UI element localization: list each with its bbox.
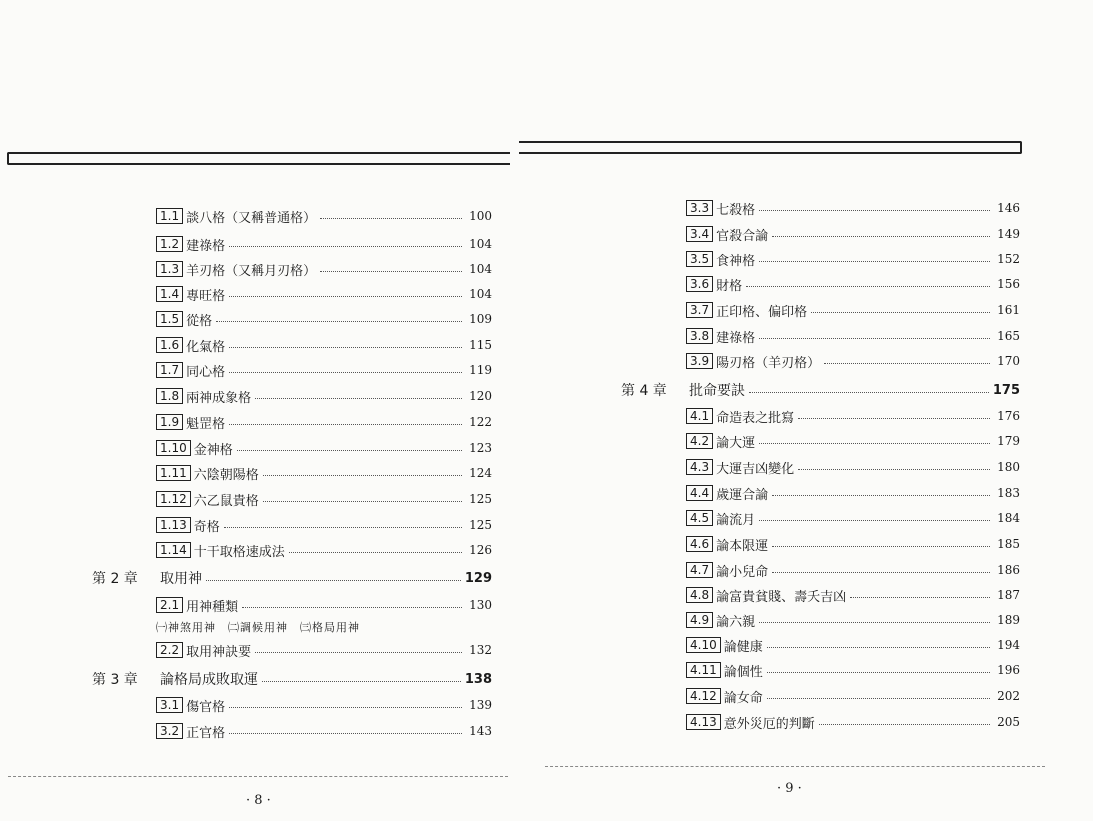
dot-leader [255, 390, 462, 399]
chapter-label: 第 3 章 [92, 672, 138, 688]
page-number: 185 [997, 537, 1020, 551]
section-number-box: 1.9 [156, 414, 183, 430]
toc-entry-row[interactable] [156, 360, 492, 380]
left-page [0, 0, 515, 821]
section-title: 正印格、偏印格 [716, 304, 808, 320]
dot-leader [759, 614, 990, 623]
page-number: 104 [469, 287, 492, 301]
section-number-box: 1.12 [156, 491, 191, 507]
section-title: 正官格 [186, 725, 226, 741]
toc-entry-row[interactable] [156, 386, 492, 406]
section-title: 論富貴貧賤、壽夭吉凶 [716, 589, 847, 605]
section-number-box: 3.8 [686, 328, 713, 344]
page-number: 205 [997, 715, 1020, 729]
section-title: 命造表之批寫 [716, 410, 795, 426]
page-number: 156 [997, 277, 1020, 291]
section-title: 論個性 [723, 664, 763, 680]
section-title: 論六親 [716, 614, 756, 630]
dot-leader [320, 263, 462, 272]
dot-leader [749, 384, 989, 393]
page-number: 180 [997, 460, 1020, 474]
section-title: 魁罡格 [186, 416, 226, 432]
dot-leader [767, 664, 990, 673]
page-number: 122 [469, 415, 492, 429]
right-page [515, 0, 1093, 821]
dot-leader [767, 639, 990, 648]
section-title: 陽刃格（羊刃格） [716, 355, 821, 371]
toc-entry-row[interactable] [156, 540, 492, 560]
toc-entry-row[interactable] [686, 274, 1020, 294]
section-title: 論流月 [716, 512, 756, 528]
section-number-box: 3.7 [686, 302, 713, 318]
toc-entry-row[interactable] [686, 224, 1020, 244]
section-title: 財格 [716, 278, 743, 294]
toc-entry-row[interactable] [686, 686, 1020, 706]
page-number: 130 [469, 598, 492, 612]
page-number: 124 [469, 466, 492, 480]
section-number-box: 3.1 [156, 697, 183, 713]
section-number-box: 1.5 [156, 311, 183, 327]
section-number-box: 1.6 [156, 337, 183, 353]
dot-leader [229, 288, 462, 297]
toc-entry-row[interactable] [156, 489, 492, 509]
dot-leader [824, 355, 990, 364]
toc-entry-row[interactable] [156, 284, 492, 304]
page-number: 123 [469, 441, 492, 455]
section-title: 十干取格速成法 [193, 544, 285, 560]
dot-leader [759, 512, 990, 521]
dot-leader [242, 599, 462, 608]
chapter-title: 論格局成敗取運 [160, 672, 258, 688]
toc-entry-row[interactable] [686, 198, 1020, 218]
section-number-box: 3.2 [156, 723, 183, 739]
left-footer-rule [8, 776, 508, 777]
section-title: 建祿格 [186, 238, 226, 254]
page-number: 202 [997, 689, 1020, 703]
section-title: 從格 [186, 313, 213, 329]
section-title: 意外災厄的判斷 [723, 716, 815, 732]
toc-entry-row[interactable] [686, 560, 1020, 580]
toc-entry-row[interactable] [156, 335, 492, 355]
page-number: 189 [997, 613, 1020, 627]
dot-leader [767, 690, 990, 699]
toc-entry-row[interactable] [156, 438, 492, 458]
page-number: 115 [469, 338, 492, 352]
toc-entry-row[interactable] [156, 515, 492, 535]
page-number: 104 [469, 237, 492, 251]
dot-leader [255, 644, 462, 653]
section-title: 大運吉凶變化 [716, 461, 795, 477]
dot-leader [759, 202, 990, 211]
section-number-box: 2.2 [156, 642, 183, 658]
page-number: 176 [997, 409, 1020, 423]
section-number-box: 4.4 [686, 485, 713, 501]
dot-leader [811, 304, 990, 313]
section-number-box: 3.4 [686, 226, 713, 242]
section-number-box: 4.13 [686, 714, 721, 730]
dot-leader [759, 330, 990, 339]
page-number: 146 [997, 201, 1020, 215]
section-number-box: 1.3 [156, 261, 183, 277]
section-number-box: 4.2 [686, 433, 713, 449]
section-number-box: 4.5 [686, 510, 713, 526]
section-number-box: 1.13 [156, 517, 191, 533]
section-title: 論本限運 [716, 538, 769, 554]
toc-entry-row[interactable] [156, 206, 492, 226]
page-number: 126 [469, 543, 492, 557]
toc-entry-row[interactable] [156, 595, 492, 615]
toc-chapter-row[interactable] [92, 669, 492, 689]
toc-entry-row[interactable] [156, 234, 492, 254]
dot-leader [798, 410, 990, 419]
section-title: 論女命 [723, 690, 763, 706]
page-number: 132 [469, 643, 492, 657]
section-title: 同心格 [186, 364, 226, 380]
chapter-label: 第 2 章 [92, 571, 138, 587]
page-number: 183 [997, 486, 1020, 500]
dot-leader [206, 572, 461, 581]
toc-entry-row[interactable] [156, 412, 492, 432]
dot-leader [224, 519, 462, 528]
toc-entry-row[interactable] [686, 712, 1020, 732]
section-title: 兩神成象格 [186, 390, 252, 406]
section-number-box: 3.5 [686, 251, 713, 267]
section-number-box: 4.6 [686, 536, 713, 552]
toc-entry-row[interactable] [686, 635, 1020, 655]
page-number: 165 [997, 329, 1020, 343]
toc-entry-row[interactable] [686, 300, 1020, 320]
toc-entry-row[interactable] [686, 508, 1020, 528]
dot-leader [772, 228, 990, 237]
page-number: 187 [997, 588, 1020, 602]
section-number-box: 4.3 [686, 459, 713, 475]
page-number: 119 [469, 363, 492, 377]
section-number-box: 1.10 [156, 440, 191, 456]
section-title: 論健康 [723, 639, 763, 655]
section-title: 專旺格 [186, 288, 226, 304]
section-number-box: 1.14 [156, 542, 191, 558]
section-number-box: 3.9 [686, 353, 713, 369]
page-number: 139 [469, 698, 492, 712]
page-number: 175 [992, 382, 1020, 398]
section-number-box: 1.1 [156, 208, 183, 224]
right-footer-rule [545, 766, 1045, 767]
page-number: 125 [469, 518, 492, 532]
dot-leader [798, 461, 990, 470]
toc-entry-row[interactable] [686, 610, 1020, 630]
dot-leader [229, 725, 462, 734]
section-number-box: 4.11 [686, 662, 721, 678]
dot-leader [772, 487, 990, 496]
dot-leader [216, 313, 462, 322]
page-number: 179 [997, 434, 1020, 448]
page-number: 125 [469, 492, 492, 506]
toc-entry-row[interactable] [686, 351, 1020, 371]
dot-leader [759, 253, 990, 262]
toc-chapter-row[interactable] [92, 568, 492, 588]
dot-leader [229, 339, 462, 348]
dot-leader [237, 442, 462, 451]
section-title: 食神格 [716, 253, 756, 269]
toc-entry-row[interactable] [686, 326, 1020, 346]
page-number: 100 [469, 209, 492, 223]
subsection-note: ㈠神煞用神 ㈡調候用神 ㈢格局用神 [156, 621, 360, 634]
section-title: 論小兒命 [716, 564, 769, 580]
section-number-box: 4.12 [686, 688, 721, 704]
page-number: 129 [464, 570, 492, 586]
section-number-box: 3.6 [686, 276, 713, 292]
section-title: 金神格 [193, 442, 233, 458]
section-title: 奇格 [193, 519, 220, 535]
toc-entry-row[interactable] [156, 463, 492, 483]
section-number-box: 2.1 [156, 597, 183, 613]
toc-entry-row[interactable] [686, 457, 1020, 477]
toc-entry-row[interactable] [156, 259, 492, 279]
section-number-box: 1.11 [156, 465, 191, 481]
section-number-box: 1.7 [156, 362, 183, 378]
page-number: 161 [997, 303, 1020, 317]
toc-entry-row[interactable] [686, 585, 1020, 605]
dot-leader [289, 544, 462, 553]
toc-chapter-row[interactable] [621, 380, 1020, 400]
toc-entry-row[interactable] [686, 483, 1020, 503]
page-number: 149 [997, 227, 1020, 241]
left-header-rule [7, 152, 510, 165]
page-number: 152 [997, 252, 1020, 266]
section-title: 用神種類 [186, 599, 239, 615]
section-title: 官殺合論 [716, 228, 769, 244]
dot-leader [262, 673, 461, 682]
section-title: 七殺格 [716, 202, 756, 218]
dot-leader [263, 467, 462, 476]
chapter-title: 取用神 [160, 571, 202, 587]
chapter-title: 批命要訣 [689, 383, 745, 399]
section-title: 建祿格 [716, 330, 756, 346]
dot-leader [746, 278, 990, 287]
section-number-box: 4.9 [686, 612, 713, 628]
toc-entry-row[interactable] [686, 249, 1020, 269]
toc-entry-row[interactable] [156, 721, 492, 741]
right-header-rule [519, 141, 1022, 154]
section-title: 六乙鼠貴格 [193, 493, 259, 509]
toc-entry-row[interactable] [686, 660, 1020, 680]
section-number-box: 1.4 [156, 286, 183, 302]
dot-leader [229, 699, 462, 708]
section-title: 傷官格 [186, 699, 226, 715]
toc-entry-row[interactable] [156, 640, 492, 660]
left-page-number: · 8 · [246, 793, 271, 808]
page-number: 170 [997, 354, 1020, 368]
section-number-box: 4.10 [686, 637, 721, 653]
section-title: 羊刃格（又稱月刃格） [186, 263, 317, 279]
dot-leader [759, 435, 990, 444]
page-number: 138 [464, 671, 492, 687]
toc-entry-row[interactable] [686, 431, 1020, 451]
section-title: 論大運 [716, 435, 756, 451]
dot-leader [772, 564, 990, 573]
page-number: 194 [997, 638, 1020, 652]
page-number: 196 [997, 663, 1020, 677]
dot-leader [819, 716, 990, 725]
dot-leader [263, 493, 462, 502]
toc-entry-row[interactable] [156, 309, 492, 329]
page-number: 143 [469, 724, 492, 738]
section-title: 談八格（又稱普通格） [186, 210, 317, 226]
page-number: 109 [469, 312, 492, 326]
page-number: 186 [997, 563, 1020, 577]
section-title: 歲運合論 [716, 487, 769, 503]
section-title: 化氣格 [186, 339, 226, 355]
dot-leader [229, 364, 462, 373]
page-number: 184 [997, 511, 1020, 525]
dot-leader [850, 589, 990, 598]
section-title: 六陰朝陽格 [193, 467, 259, 483]
section-number-box: 4.7 [686, 562, 713, 578]
dot-leader [320, 210, 462, 219]
right-page-number: · 9 · [777, 781, 802, 796]
section-number-box: 3.3 [686, 200, 713, 216]
dot-leader [229, 238, 462, 247]
toc-entry-row[interactable] [686, 534, 1020, 554]
section-number-box: 4.1 [686, 408, 713, 424]
dot-leader [229, 416, 462, 425]
toc-entry-row[interactable] [686, 406, 1020, 426]
section-number-box: 1.8 [156, 388, 183, 404]
page-number: 120 [469, 389, 492, 403]
dot-leader [772, 538, 990, 547]
section-number-box: 4.8 [686, 587, 713, 603]
section-number-box: 1.2 [156, 236, 183, 252]
section-title: 取用神訣要 [186, 644, 252, 660]
toc-entry-row[interactable] [156, 695, 492, 715]
chapter-label: 第 4 章 [621, 383, 667, 399]
page-number: 104 [469, 262, 492, 276]
